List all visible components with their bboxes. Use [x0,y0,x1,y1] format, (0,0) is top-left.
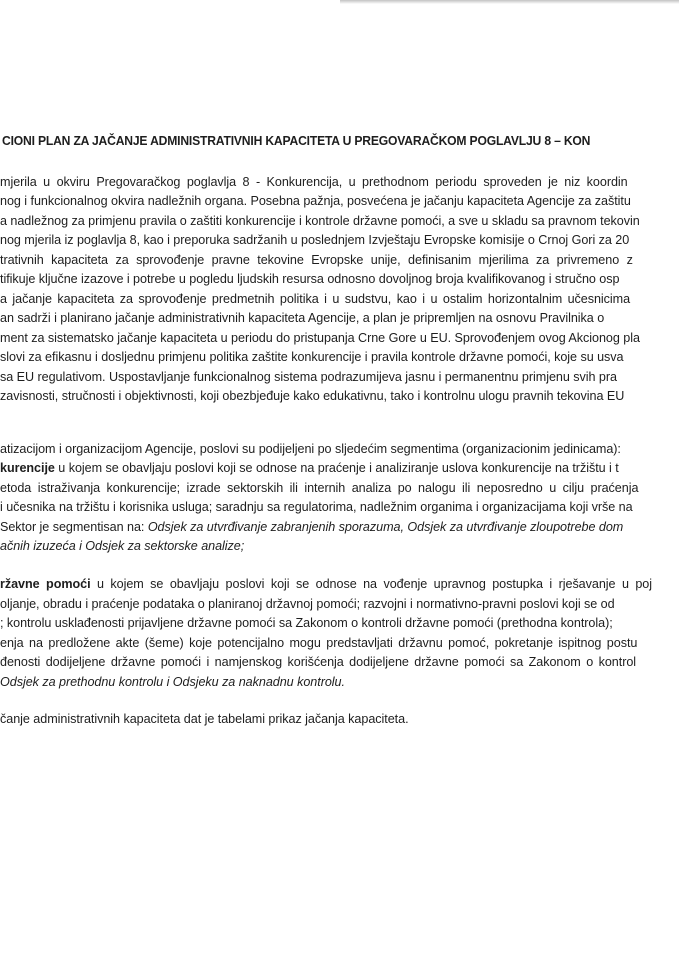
text-line: ment za sistematsko jačanje kapaciteta u periodu do pristupanja Crne Gore u EU. Sprovođenjem ovog Akcionog pla [0,331,640,345]
competition-sector-line [0,460,619,476]
text-line: mjerila u okviru Pregovaračkog poglavlja 8 - Konkurencija, u prethodnom periodu sproveden je niz koordin [0,175,628,189]
text-line: slovi za efikasnu i dosljednu primjenu politika zaštite konkurencije i pravila kontrole državne pomoći, koje su usva [0,350,624,364]
text-line: ; kontrolu usklađenosti prijavljene državne pomoći sa Zakonom o kontroli državne pomoći (prethodna kontrola); [0,616,613,630]
text-line: nog mjerila iz poglavlja 8, kao i preporuka sadržanih u poslednjem Izvještaju Evropske komisije o Crnoj Gori za 20 [0,233,630,247]
text-line: zavisnosti, stručnosti i objektivnosti, koji obezbjeđuje kako edukativnu, tako i kontrolnu ulogu pravnih tekovina EU [0,389,625,403]
closing-line: čanje administrativnih kapaciteta dat je tabelami prikaz jačanja kapaciteta. [0,712,409,726]
text-line: a jačanje kapaciteta za sprovođenje predmetnih politika i u sudstvu, kao i u ostalim horizontalnim učesnicima [0,292,631,306]
text-line: trativnih kapaciteta za sprovođenje pravne tekovine Evropske unije, definisanim mjerilima za privremeno z [0,253,633,267]
text-span: u kojem se obavljaju poslovi koji se odnose na vođenje upravnog postupka i rješavanje u poj [90,577,653,591]
text-line: etoda istraživanja konkurencije; izrade sektorskih ili internih analiza po nalogu ili neposredno u cilju praćenja [0,481,639,495]
text-line: nog i funkcionalnog okvira nadležnih organa. Posebna pažnja, posvećena je jačanju kapaciteta Agencije za zaštitu [0,194,631,208]
segments-line [0,519,623,535]
text-line: an sadrži i planirano jačanje administrativnih kapaciteta Agencije, a plan je pripremljen na osnovu Pravilnika o [0,311,605,325]
text-line: oljanje, obradu i praćenje podataka o planiranoj državnoj pomoći; razvojni i normativno-pravni poslovi koji se od [0,597,615,611]
sector-name-state-aid: ržavne pomoći [0,577,91,591]
text-line: sa EU regulativom. Uspostavljanje funkcionalnog sistema podrazumijeva jasnu i permanentnu primjenu svih pra [0,370,617,384]
text-line: atizacijom i organizacijom Agencije, poslovi su podijeljeni po sljedećim segmentima (organizacionim jedinicama): [0,442,621,456]
text-line: i učesnika na tržištu i korisnika usluga; saradnju sa regulatorima, nadležnim organima i organizacijama koji vrše na [0,500,633,514]
sector-name-competition: kurencije [0,461,55,475]
segment-names: Odsjek za prethodnu kontrolu i Odsjeku za naknadnu kontrolu. [0,675,345,689]
text-span: u kojem se obavljaju poslovi koji se odnose na praćenje i analiziranje uslova konkurencije na tržištu i t [54,461,619,475]
segment-names: ačnih izuzeća i Odsjek za sektorske analize; [0,539,245,553]
document-title: CIONI PLAN ZA JAČANJE ADMINISTRATIVNIH KAPACITETA U PREGOVARAČKOM POGLAVLJU 8 – KON [2,133,591,148]
state-aid-sector-line [0,576,652,592]
text-line: đenosti dodijeljene državne pomoći i namjenskog korišćenja dodijeljene državne pomoći sa Zakonom o kontrol [0,655,637,669]
text-span: Sektor je segmentisan na: [0,520,148,534]
text-line: tifikuje ključne izazove i potrebe u pogledu ljudskih resursa odnosno dovoljnog broja kvalifikovanog i stručno osp [0,272,620,286]
text-line: enja na predložene akte (šeme) koje potencijalno mogu predstavljati državnu pomoć, pokretanje ispitnog postu [0,636,638,650]
segment-names: Odsjek za utvrđivanje zabranjenih sporazuma, Odsjek za utvrđivanje zloupotrebe dom [147,520,624,534]
text-line: a nadležnog za primjenu pravila o zaštiti konkurencije i kontrole državne pomoći, a sve u skladu sa pravnom tekovin [0,214,640,228]
